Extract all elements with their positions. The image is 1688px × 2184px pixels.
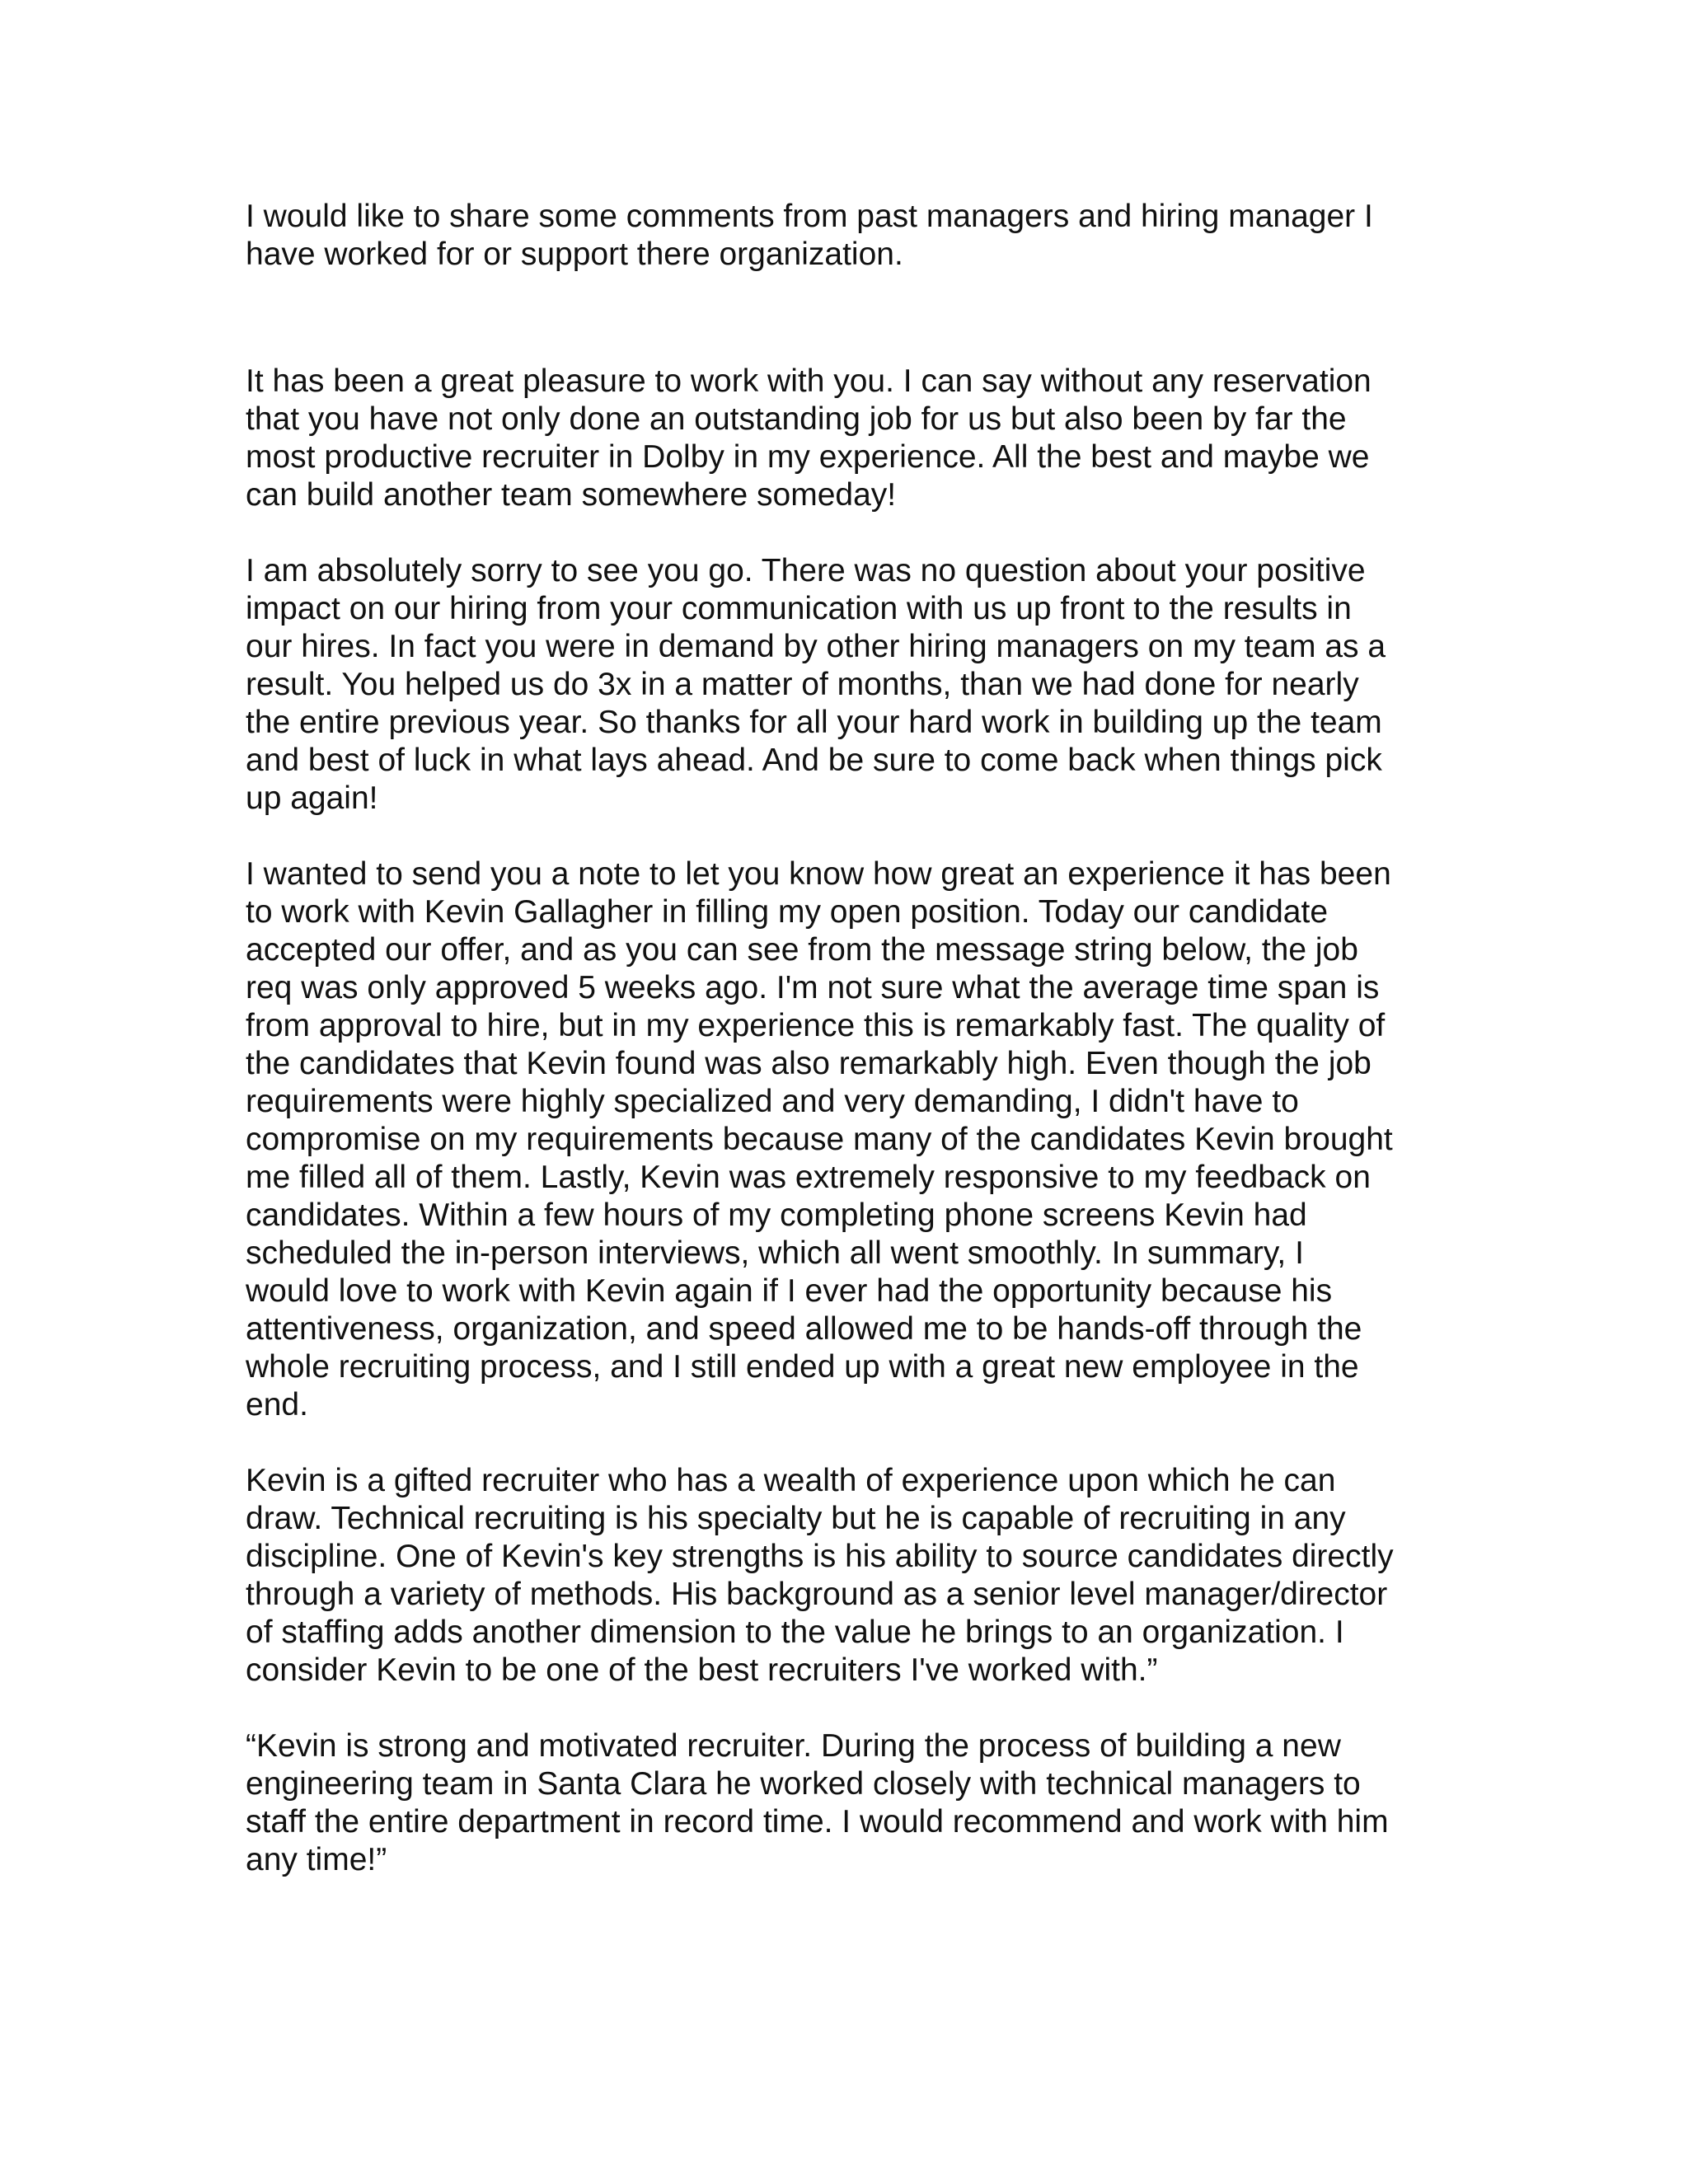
- paragraph-spacer: [246, 818, 1449, 855]
- intro-paragraph: I would like to share some comments from past managers and hiring manager I have worked for or support there organization.: [246, 199, 1373, 272]
- section-spacer: [246, 274, 1449, 363]
- paragraph-spacer: [246, 514, 1449, 552]
- document-body: [246, 198, 1449, 1879]
- comment-paragraph-2: I am absolutely sorry to see you go. There was no question about your positive impact on our hiring from your communication with us up front to the results in our hires. In fact you were in demand by other hiring managers on my team as a result. You helped us do 3x in a matter of months, than we had done for nearly the entire previous year. So thanks for all your hard work in building up the team and best of luck in what lays ahead. And be sure to come back when things pick up again!: [246, 553, 1386, 816]
- paragraph-spacer: [246, 1690, 1449, 1727]
- comment-paragraph-1: It has been a great pleasure to work with you. I can say without any reservation that you have not only done an outstanding job for us but also been by far the most productive recruiter in Dolby in my experience. All the best and maybe we can build another team somewhere someday!: [246, 363, 1372, 513]
- comment-paragraph-5: “Kevin is strong and motivated recruiter. During the process of building a new engineering team in Santa Clara he worked closely with technical managers to staff the entire department in record time. I would recommend and work with him any time!”: [246, 1728, 1389, 1877]
- comment-paragraph-3: I wanted to send you a note to let you know how great an experience it has been to work with Kevin Gallagher in filling my open position. Today our candidate accepted our offer, and as you can see from the message string below, the job req was only approved 5 weeks ago. I'm not sure what the average time span is from approval to hire, but in my experience this is remarkably fast. The quality of the candidates that Kevin found was also remarkably high. Even though the job requirements were highly specialized and very demanding, I didn't have to compromise on my requirements because many of the candidates Kevin brought me filled all of them. Lastly, Kevin was extremely responsive to my feedback on candidates. Within a few hours of my completing phone screens Kevin had scheduled the in-person interviews, which all went smoothly. In summary, I would love to work with Kevin again if I ever had the opportunity because his attentiveness, organization, and speed allowed me to be hands-off through the whole recruiting process, and I still ended up with a great new employee in the end.: [246, 856, 1393, 1422]
- comment-paragraph-4: Kevin is a gifted recruiter who has a wealth of experience upon which he can draw. Technical recruiting is his specialty but he is capable of recruiting in any discipline. One of Kevin's key strengths is his ability to source candidates directly through a variety of methods. His background as a senior level manager/director of staffing adds another dimension to the value he brings to an organization. I consider Kevin to be one of the best recruiters I've worked with.”: [246, 1463, 1394, 1688]
- paragraph-spacer: [246, 1424, 1449, 1462]
